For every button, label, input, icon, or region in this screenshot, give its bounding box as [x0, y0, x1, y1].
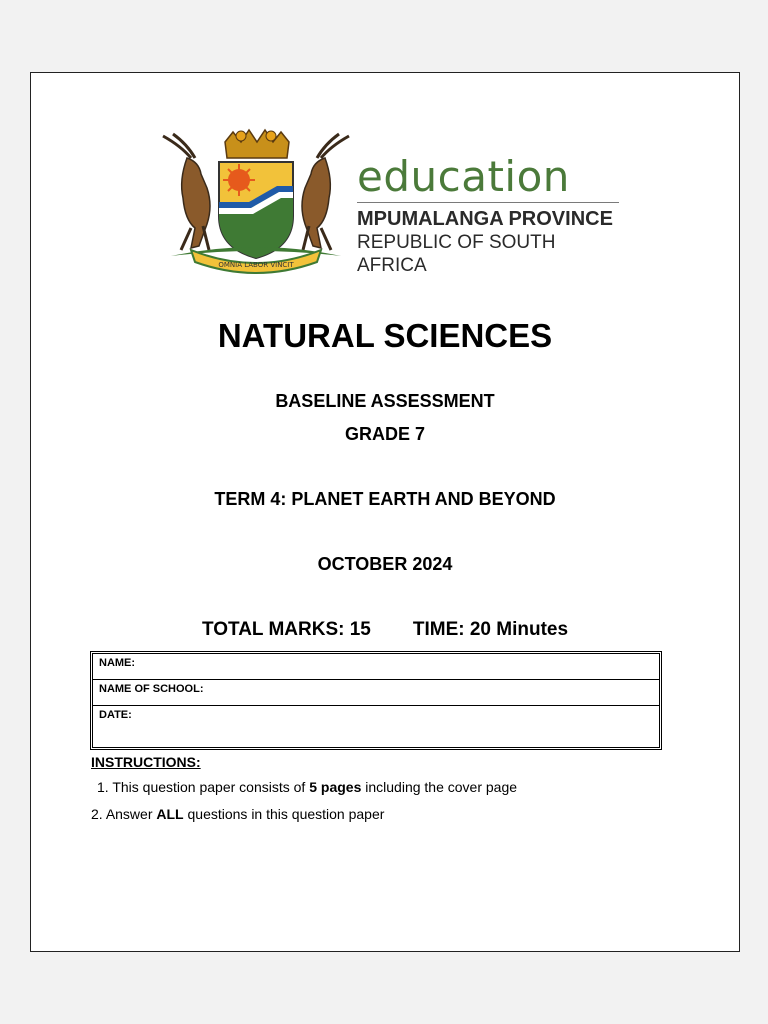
grade-label: GRADE 7 — [344, 424, 425, 444]
country-name: REPUBLIC OF SOUTH AFRICA — [357, 232, 556, 276]
instructions-heading: INSTRUCTIONS: — [91, 754, 201, 770]
school-label: NAME OF SCHOOL: — [99, 683, 204, 695]
instruction-item — [91, 806, 384, 822]
item-text: questions in this question paper — [183, 806, 385, 822]
exam-date: OCTOBER 2024 — [317, 554, 453, 574]
item-text: including the cover page — [361, 779, 518, 795]
term-topic: TERM 4: PLANET EARTH AND BEYOND — [214, 489, 556, 509]
total-marks: TOTAL MARKS: 15 — [201, 619, 371, 640]
school-field[interactable] — [93, 680, 659, 706]
item-number: 1. — [97, 779, 109, 795]
brand-name: education — [357, 152, 570, 201]
item-emphasis: 5 pages — [309, 779, 362, 795]
item-number: 2. — [91, 806, 103, 822]
education-logo — [151, 128, 621, 276]
item-text: Answer — [105, 806, 157, 822]
learner-details-table — [92, 653, 660, 748]
marks-time-row — [31, 619, 739, 641]
subject-title: NATURAL SCIENCES — [217, 317, 553, 354]
motto-text: OMNIA LABOR VINCIT — [218, 261, 294, 269]
coat-of-arms-icon — [151, 128, 361, 276]
date-field[interactable] — [93, 706, 659, 745]
cover-page — [30, 72, 740, 952]
date-label: DATE: — [99, 709, 132, 721]
item-emphasis: ALL — [156, 806, 184, 822]
time-allowed: TIME: 20 Minutes — [412, 619, 569, 640]
name-field[interactable] — [93, 654, 659, 680]
assessment-type: BASELINE ASSESSMENT — [275, 391, 495, 411]
item-text: This question paper consists of — [112, 779, 310, 795]
brand-divider — [357, 202, 619, 203]
name-label: NAME: — [99, 657, 136, 669]
instruction-item — [97, 779, 517, 795]
province-name: MPUMALANGA PROVINCE — [357, 208, 613, 230]
